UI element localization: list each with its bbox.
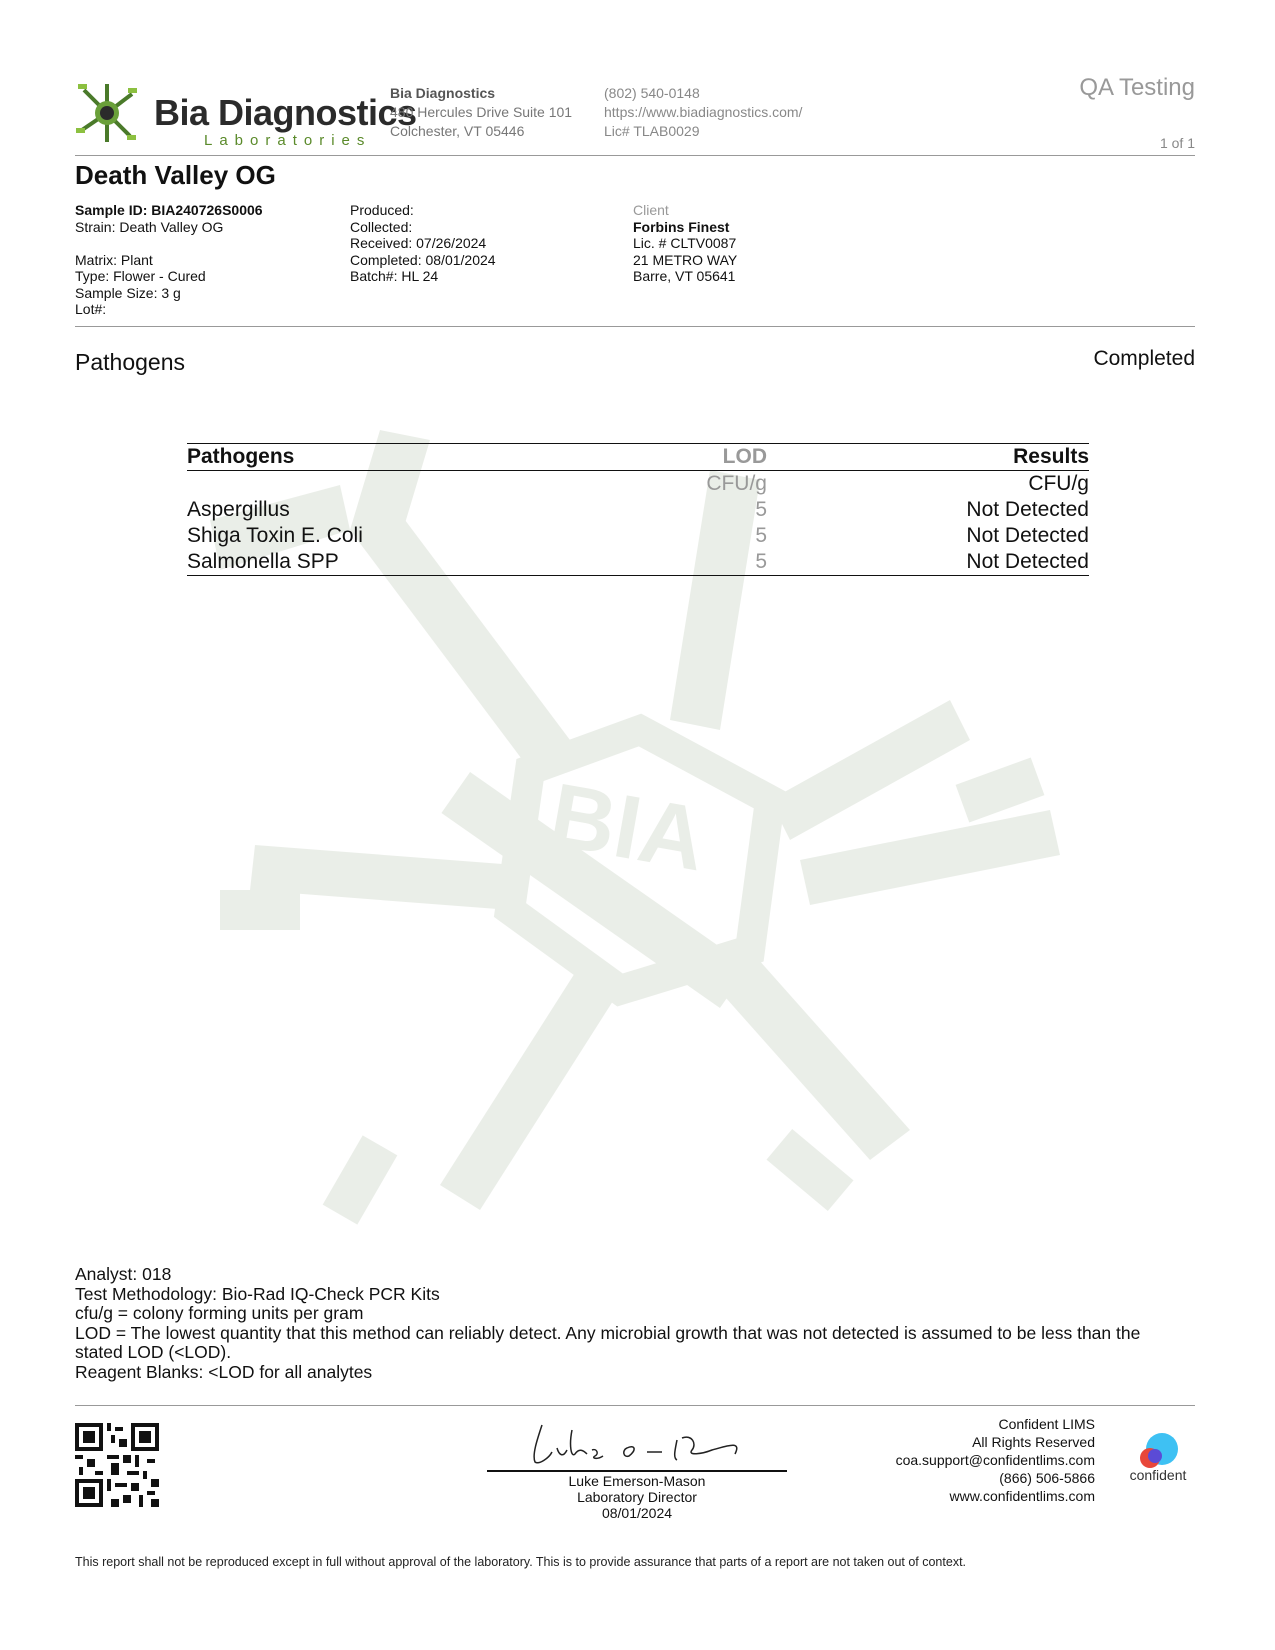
sample-info — [75, 202, 263, 318]
section-title: Pathogens — [75, 349, 185, 375]
batch-number: Batch#: HL 24 — [350, 268, 439, 284]
table-row — [187, 523, 1089, 549]
pathogen-name: Shiga Toxin E. Coli — [187, 524, 363, 547]
client-info — [633, 202, 737, 285]
test-notes — [75, 1265, 1195, 1383]
lab-address-block — [390, 84, 572, 141]
pathogen-name: Salmonella SPP — [187, 549, 667, 576]
lab-name: Bia Diagnostics — [390, 85, 496, 101]
reagent-blanks: Reagent Blanks: <LOD for all analytes — [75, 1361, 373, 1382]
signer-name: Luke Emerson-Mason — [568, 1473, 706, 1489]
table-row — [187, 497, 1089, 523]
lab-address-line1: 480 Hercules Drive Suite 101 — [390, 104, 573, 120]
lab-logo — [74, 80, 417, 154]
produced-date: Produced: — [350, 202, 414, 218]
table-units-row — [187, 471, 1089, 498]
page-number: 1 of 1 — [1159, 135, 1195, 151]
analyst: Analyst: 018 — [75, 1264, 172, 1284]
lab-phone: (802) 540-0148 — [604, 85, 700, 101]
lims-info — [896, 1415, 1095, 1505]
lab-logo-sub: Laboratories — [204, 132, 372, 149]
lab-website[interactable]: https://www.biadiagnostics.com/ — [604, 104, 803, 120]
table-header-row — [187, 444, 1089, 471]
director-signature — [487, 1410, 787, 1470]
client-address-line1: 21 METRO WAY — [633, 251, 738, 268]
client-license: Lic. # CLTV0087 — [633, 235, 737, 251]
pathogen-result: Not Detected — [966, 498, 1089, 521]
footer-divider — [75, 1405, 1195, 1406]
pathogens-table — [187, 443, 1089, 576]
completed-date: Completed: 08/01/2024 — [350, 251, 496, 268]
sample-id: Sample ID: BIA240726S0006 — [75, 202, 263, 218]
lab-address-line2: Colchester, VT 05446 — [390, 123, 525, 139]
signed-date: 08/01/2024 — [601, 1505, 673, 1521]
received-date: Received: 07/26/2024 — [350, 235, 487, 251]
lims-phone: (866) 506-5866 — [999, 1470, 1095, 1486]
info-divider — [75, 326, 1195, 327]
lab-license: Lic# TLAB0029 — [604, 123, 700, 139]
column-header-pathogens: Pathogens — [187, 444, 667, 471]
molecule-icon — [74, 80, 140, 146]
lims-website[interactable]: www.confidentlims.com — [949, 1488, 1095, 1504]
svg-text:BIA: BIA — [542, 765, 713, 891]
pathogen-lod: 5 — [755, 524, 767, 547]
units-cell-name — [187, 471, 667, 498]
lod-definition-line2: stated LOD (<LOD). — [75, 1342, 232, 1363]
pathogen-result: Not Detected — [966, 524, 1089, 547]
dates-info — [350, 202, 496, 285]
pathogen-name: Aspergillus — [187, 498, 290, 521]
test-methodology: Test Methodology: Bio-Rad IQ-Check PCR Kits — [75, 1283, 440, 1304]
signature-line — [487, 1470, 787, 1472]
lims-name: Confident LIMS — [998, 1416, 1095, 1432]
signer-title: Laboratory Director — [577, 1489, 697, 1505]
matrix: Matrix: Plant — [75, 251, 153, 268]
table-row — [187, 549, 1089, 576]
client-label: Client — [633, 202, 669, 218]
confident-logo-label: confident — [1129, 1467, 1187, 1483]
lod-definition-line1: LOD = The lowest quantity that this method can reliably detect. Any microbial growth that was not detected is assumed to be less than the — [75, 1322, 1141, 1343]
sample-type: Type: Flower - Cured — [75, 268, 206, 284]
strain: Strain: Death Valley OG — [75, 218, 224, 235]
column-header-results: Results — [767, 444, 1089, 471]
pathogen-lod: 5 — [667, 549, 767, 576]
column-header-lod: LOD — [667, 444, 767, 471]
cfu-definition: cfu/g = colony forming units per gram — [75, 1303, 364, 1324]
document-type: QA Testing — [1079, 74, 1195, 101]
sample-size: Sample Size: 3 g — [75, 284, 181, 301]
lims-rights: All Rights Reserved — [972, 1434, 1095, 1450]
lims-email[interactable]: coa.support@confidentlims.com — [895, 1452, 1095, 1468]
signer-block — [487, 1473, 787, 1521]
header-divider — [75, 155, 1195, 156]
units-cell-lod: CFU/g — [706, 472, 767, 495]
lot-number: Lot#: — [75, 301, 107, 317]
collected-date: Collected: — [350, 218, 413, 235]
units-cell-results: CFU/g — [1028, 472, 1089, 495]
lab-contact-block — [604, 84, 802, 141]
qr-code[interactable] — [75, 1423, 159, 1507]
client-name: Forbins Finest — [633, 218, 730, 235]
client-address-line2: Barre, VT 05641 — [633, 268, 736, 284]
pathogen-lod: 5 — [755, 498, 767, 521]
product-title: Death Valley OG — [75, 160, 276, 190]
lab-logo-name: Bia Diagnostics — [154, 92, 417, 133]
section-status: Completed — [1093, 347, 1195, 370]
pathogen-result: Not Detected — [767, 549, 1089, 576]
disclaimer: This report shall not be reproduced except in full without approval of the laboratory. This is to provide assurance that parts of a report are not taken out of context. — [75, 1555, 967, 1569]
